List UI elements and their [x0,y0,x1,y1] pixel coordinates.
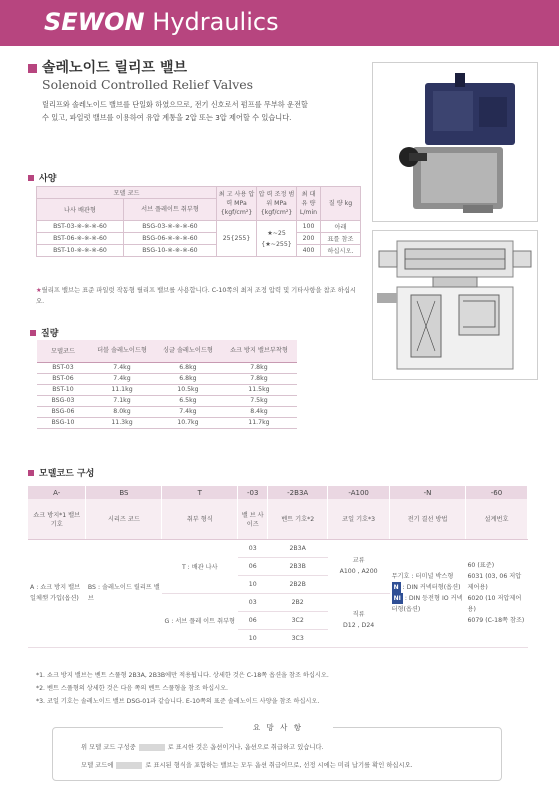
table-row: BST-06-※-※-※-60 BSG-06-※-※-※-60 200 표를 참조 [37,233,361,245]
table-row: BST-10 11.1kg 10.5kg 11.5kg [37,384,297,395]
spec-header-screw: 나사 배관형 [37,199,124,221]
section-bullet-icon [28,175,34,181]
product-title-block [28,60,348,92]
weight-section-title: 질량 [30,326,58,339]
table-row: BSG-10 11.3kg 10.7kg 11.7kg [37,417,297,428]
notice-box [52,723,502,781]
spec-max-pressure: 25{255} [217,221,257,257]
brand-title: SEWON Hydraulics [44,8,279,36]
product-photo [372,62,538,222]
table-row: BST-03 7.4kg 6.8kg 7.8kg [37,362,297,373]
cross-section-drawing [372,230,538,380]
spec-header-sub: 서브 플레이트 취부형 [123,199,216,221]
spec-range: ★~25 {★~255} [257,221,297,257]
section-bullet-icon [28,470,34,476]
model-code-table: A- BS T -03 -2B3A -A100 -N -60 쇼크 방지*1 밸브 기호 시리즈 코드 취부 형식 밸 브 사이즈 벤트 기호*2 코일 기호*3 전기 결선 방법 설계번호 A : 쇼크 방지 밸브 일체型 가입(옵션) BS : 솔레노이드 릴리프 밸브 T : 배관 나사 03 2B3A 교류 A100 , A200 무기호 : 터미널 박스형 N : DIN 커넥터형(옵션) NI : DIN 등전형 IO 커넥터형(옵션) 60 (표준) 6031 (03, 06 저압제어용) 6020 (10 저압제어용) 6079 (C-18쪽 참조) 06 2B3B 10 2B2B G : 서브 플레 이트 취부형 03 2B2 직류 D12 , D24 06 3C2 10 3C3 [28,486,528,648]
spec-header-flow: 최 대 유 량 L/min [297,187,321,221]
section-bullet-icon [30,330,36,336]
product-intro: 릴리프와 솔레노이드 밸브를 단일화 하였으므로, 전기 신호로서 펌프를 무부하 운전할 수 있고, 파일럿 밸브를 이용하여 유압 계통을 2압 또는 3압 제어할 수 있습니다. [42,100,308,122]
spec-table [36,186,361,257]
product-title-ko: 솔레노이드 릴리프 밸브 [42,60,187,76]
spec-header-range: 압 력 조정 범위 MPa {kgf/cm²} [257,187,297,221]
model-code-section-title: 모델코드 구성 [28,466,94,479]
table-row: BSG-03 7.1kg 6.5kg 7.5kg [37,395,297,406]
notice-line-1: 위 모델 코드 구성중 로 표시한 것은 옵션이거나, 옵션으로 취급하고 있습니다. [81,744,324,751]
notice-line-2: 모델 코드에 로 표시된 형식을 포함하는 밸브는 모두 옵션 취급이므로, 선정 시에는 미리 납기를 확인 하십시오. [81,762,413,769]
table-row: BST-06 7.4kg 6.8kg 7.8kg [37,373,297,384]
spec-header-weight: 질 량 kg [321,187,361,221]
table-row: BSG-06 8.0kg 7.4kg 8.4kg [37,406,297,417]
footnotes: *1. 쇼크 방지 밸브는 벤트 스풀형 2B3A, 2B3B에만 적용됩니다. 상세한 것은 C-18쪽 옵션을 참조 하십시오. *2. 벤트 스풀형의 상세한 것은 다음 쪽의 벤트 스풀형을 참조 하십시오. *3. 코일 기호는 솔레노이드 밸브 DSG-01과 같습니다. E-10쪽의 표준 솔레노이드 사양을 참조 하십시오. [36,672,329,705]
table-row: BST-03-※-※-※-60 BSG-03-※-※-※-60 25{255} ★~25 {★~255} 100 아래 [37,221,361,233]
product-title-en: Solenoid Controlled Relief Valves [42,77,254,92]
spec-header-max-pressure: 최 고 사용 압력 MPa {kgf/cm²} [217,187,257,221]
notice-title: 요 망 사 항 [223,722,333,734]
brand-header [0,0,559,46]
spec-note: ★릴리프 밸브는 표준 파일럿 작동형 릴리프 밸브를 사용합니다. C-10쪽의 최저 조정 압력 및 기타사항을 참조 하십시오. [36,287,357,305]
weight-table: 모델코드 더블 솔레노이드형 싱글 솔레노이드형 쇼크 방지 밸브부착형 BST-03 7.4kg 6.8kg 7.8kg BST-06 7.4kg 6.8kg 7.8kg BST-10 11.1kg 10.5kg 11.5kg BSG-03 7.1kg 6.5kg 7.5kg BSG-06 8.0kg 7.4kg 8.4kg BSG-10 11.3kg 10.7kg 11.7kg [37,340,297,429]
spec-header-model: 모델 코드 [37,187,217,199]
spec-section-title: 사양 [28,171,56,184]
title-bullet-icon [28,64,37,73]
table-row: BST-10-※-※-※-60 BSG-10-※-※-※-60 400 하십시오. [37,245,361,257]
